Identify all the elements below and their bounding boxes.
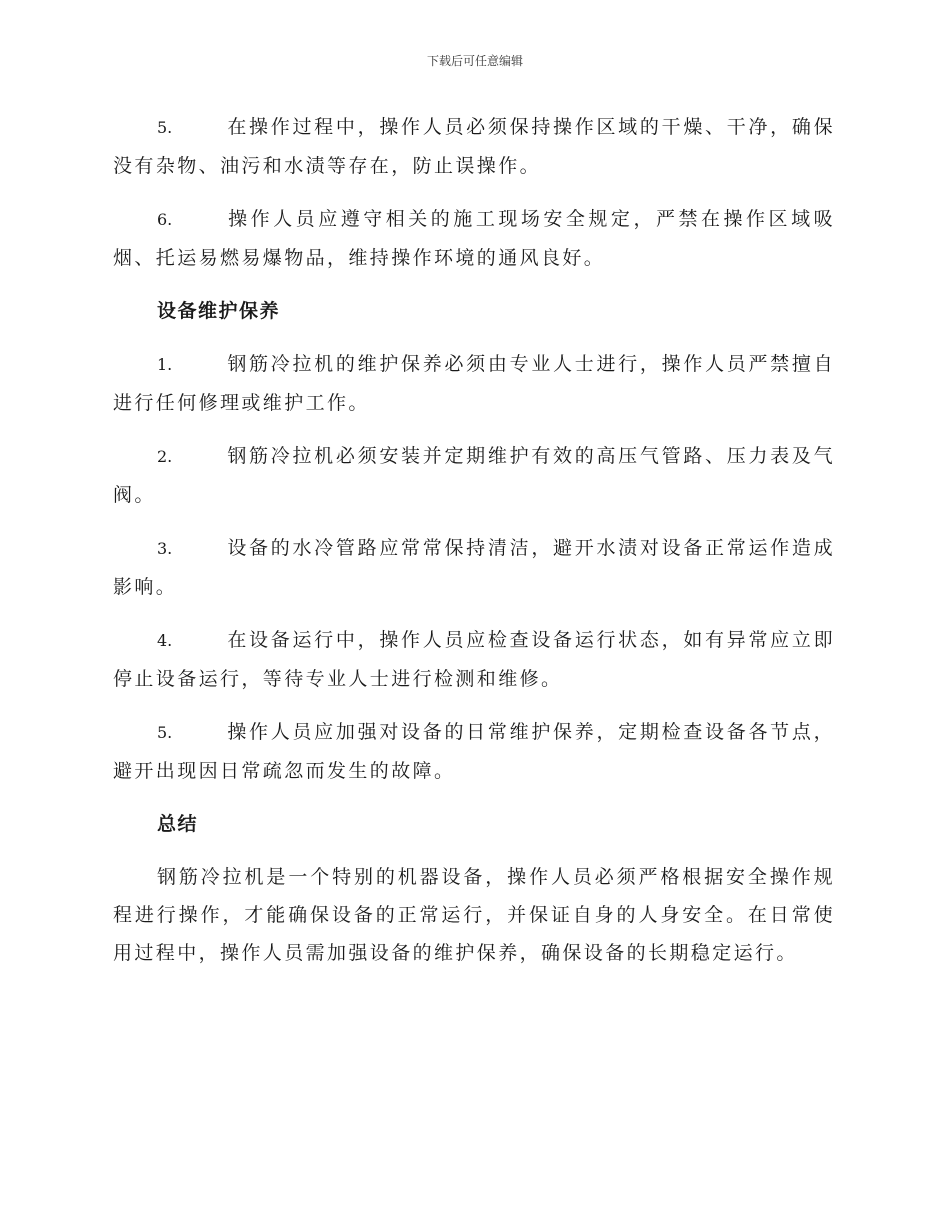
list-item-maint-4: [113, 621, 835, 698]
item-text: 在操作过程中，操作人员必须保持操作区域的干燥、干净，确保没有杂物、油污和水渍等存在，防止误操作。: [113, 116, 835, 177]
item-number: 2.: [157, 447, 173, 466]
item-number: 6.: [157, 210, 173, 229]
list-item-maint-1: [113, 345, 835, 422]
item-text: 操作人员应加强对设备的日常维护保养，定期检查设备各节点，避开出现因日常疏忽而发生的故障。: [113, 721, 835, 782]
list-item-maint-5: [113, 713, 835, 790]
item-text: 操作人员应遵守相关的施工现场安全规定，严禁在操作区域吸烟、托运易燃易爆物品，维持操作环境的通风良好。: [113, 208, 835, 269]
item-text: 在设备运行中，操作人员应检查设备运行状态，如有异常应立即停止设备运行，等待专业人士进行检测和维修。: [113, 629, 835, 690]
item-text: 设备的水冷管路应常常保持清洁，避开水渍对设备正常运作造成影响。: [113, 537, 835, 598]
item-number: 5.: [157, 118, 173, 137]
list-item-op-6: [113, 200, 835, 277]
document-body: [113, 108, 835, 972]
section-heading-maintenance: 设备维护保养: [157, 300, 281, 322]
list-item-maint-3: [113, 529, 835, 606]
summary-paragraph: 钢筋冷拉机是一个特别的机器设备，操作人员必须严格根据安全操作规程进行操作，才能确保设备的正常运行，并保证自身的人身安全。在日常使用过程中，操作人员需加强设备的维护保养，确保设备的长期稳定运行。: [113, 866, 835, 964]
list-item-op-5: [113, 108, 835, 185]
item-number: 3.: [157, 539, 173, 558]
item-text: 钢筋冷拉机的维护保养必须由专业人士进行，操作人员严禁擅自进行任何修理或维护工作。: [113, 353, 835, 414]
section-heading-summary: 总结: [157, 813, 199, 835]
page-header: 下载后可任意编辑: [426, 54, 523, 68]
item-number: 1.: [157, 355, 173, 374]
list-item-maint-2: [113, 437, 835, 514]
item-number: 4.: [157, 631, 173, 650]
item-number: 5.: [157, 723, 173, 742]
item-text: 钢筋冷拉机必须安装并定期维护有效的高压气管路、压力表及气阀。: [113, 445, 835, 506]
